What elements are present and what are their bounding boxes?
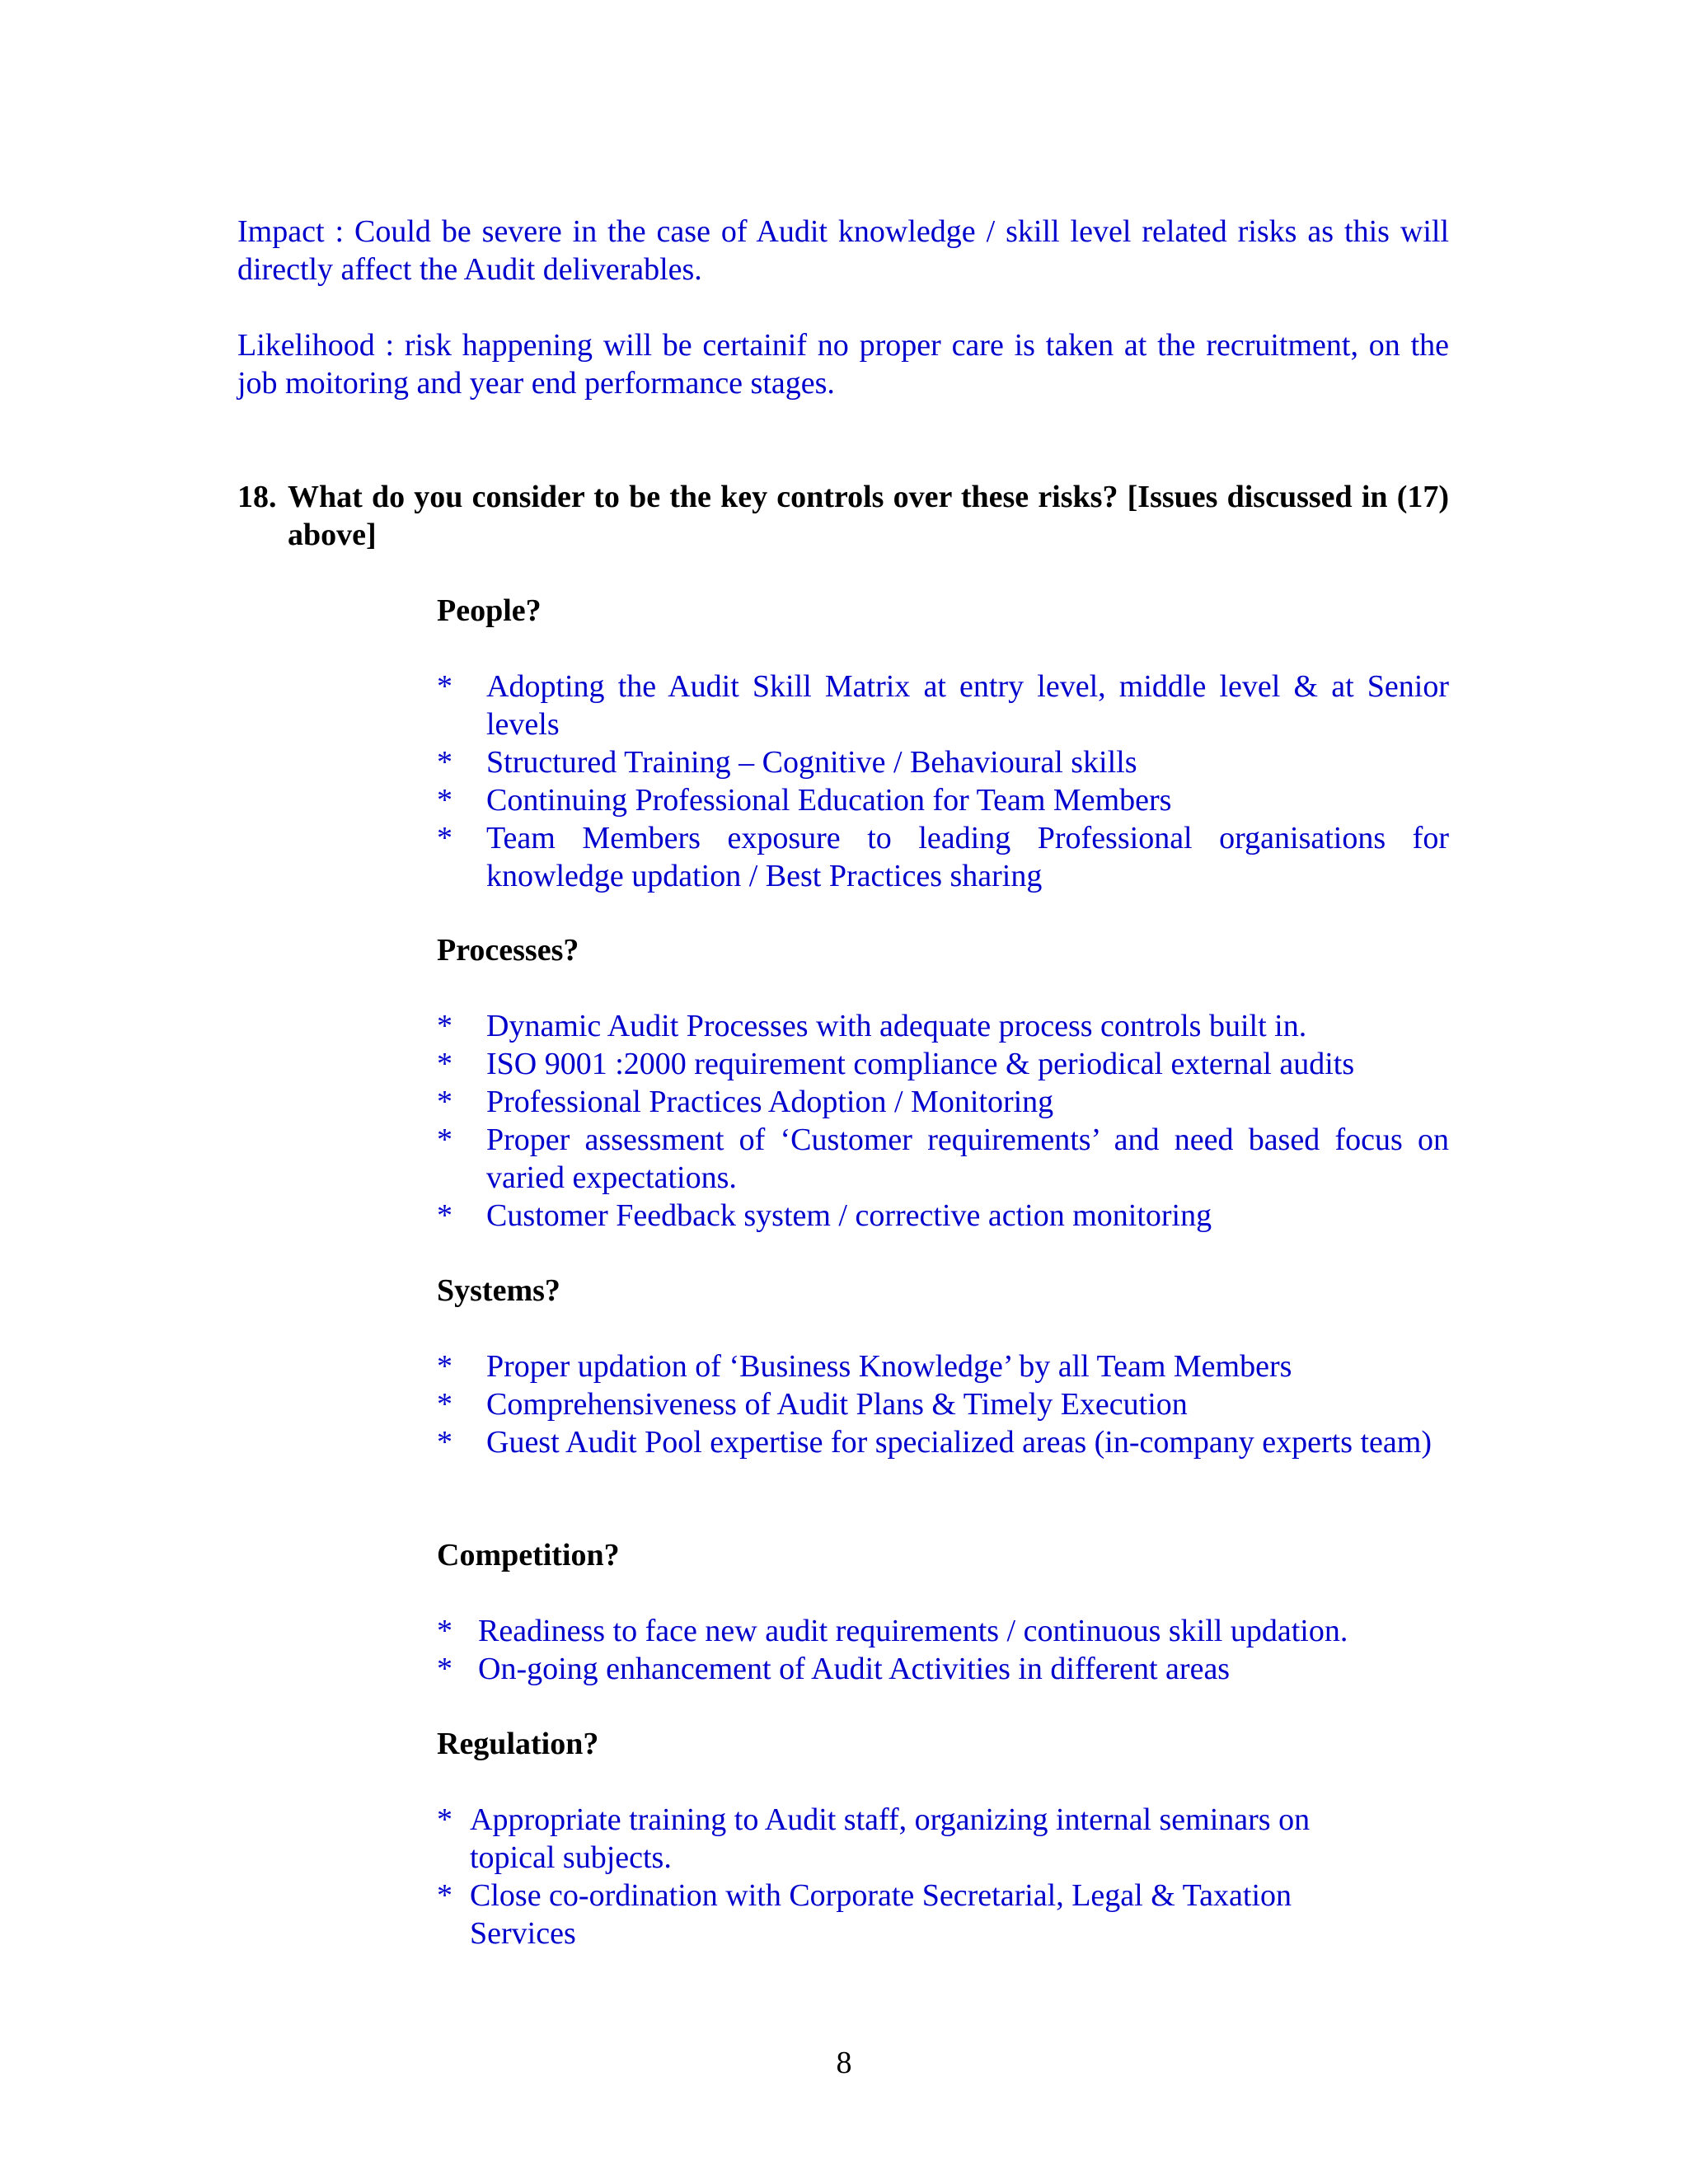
list-item: * ISO 9001 :2000 requirement compliance & periodical external audits <box>437 1047 1355 1081</box>
bullet-star: * <box>437 1122 452 1157</box>
list-item: * Proper updation of ‘Business Knowledge’ by all Team Members <box>437 1349 1292 1384</box>
bullet-star: * <box>437 1878 452 1913</box>
list-item: * Readiness to face new audit requirements / continuous skill updation. <box>437 1614 1348 1648</box>
bullet-star: * <box>437 1349 452 1384</box>
bullet-star: * <box>437 1198 452 1233</box>
list-item: * Customer Feedback system / corrective action monitoring <box>437 1198 1212 1233</box>
bullet-star: * <box>437 821 452 855</box>
impact-paragraph: Impact : Could be severe in the case of Audit knowledge / skill level related risks as this will directly affect the Audit deliverables. <box>237 214 1449 287</box>
list-item: * On-going enhancement of Audit Activities in different areas <box>437 1652 1231 1686</box>
list-item: * Dynamic Audit Processes with adequate process controls built in. <box>437 1009 1307 1043</box>
heading-competition: Competition? <box>437 1538 620 1572</box>
regulation-list <box>437 1801 1376 1952</box>
heading-regulation: Regulation? <box>437 1727 599 1761</box>
likelihood-paragraph: Likelihood : risk happening will be certainif no proper care is taken at the recruitment, on the job moitoring and year end performance stages. <box>237 328 1449 401</box>
bullet-star: * <box>437 783 452 818</box>
bullet-star: * <box>437 745 452 780</box>
list-item: * Adopting the Audit Skill Matrix at entry level, middle level & at Senior levels <box>437 669 1449 742</box>
page-number: 8 <box>836 2046 852 2080</box>
bullet-star: * <box>437 1802 452 1837</box>
list-item: * Team Members exposure to leading Professional organisations for knowledge updation / Best Practices sharing <box>437 821 1449 893</box>
question-18 <box>237 478 1449 554</box>
bullet-star: * <box>437 1387 452 1422</box>
bullet-star: * <box>437 669 452 704</box>
bullet-star: * <box>437 1009 452 1043</box>
list-item: * Guest Audit Pool expertise for specialized areas (in-company experts team) <box>437 1425 1432 1460</box>
list-item: * Appropriate training to Audit staff, organizing internal seminars on topical subjects. <box>437 1802 1311 1875</box>
people-list <box>437 668 1449 895</box>
list-item: * Professional Practices Adoption / Monitoring <box>437 1085 1054 1119</box>
bullet-star: * <box>437 1047 452 1081</box>
bullet-star: * <box>437 1425 452 1460</box>
processes-list <box>437 1007 1449 1235</box>
heading-systems: Systems? <box>437 1273 560 1308</box>
bullet-star: * <box>437 1614 452 1648</box>
bullet-star: * <box>437 1085 452 1119</box>
list-item: * Close co-ordination with Corporate Secretarial, Legal & Taxation Services <box>437 1878 1292 1951</box>
list-item: * Proper assessment of ‘Customer requirements’ and need based focus on varied expectations. <box>437 1122 1449 1195</box>
list-item: * Structured Training – Cognitive / Behavioural skills <box>437 745 1137 780</box>
heading-people: People? <box>437 593 542 628</box>
heading-processes: Processes? <box>437 933 579 968</box>
bullet-star: * <box>437 1652 452 1686</box>
list-item: * Comprehensiveness of Audit Plans & Timely Execution <box>437 1387 1188 1422</box>
list-item: * Continuing Professional Education for Team Members <box>437 783 1172 818</box>
competition-list <box>437 1612 1449 1688</box>
systems-list <box>437 1347 1449 1461</box>
question-number: 18. <box>237 480 277 514</box>
question-text: What do you consider to be the key controls over these risks? [Issues discussed in (17) above] <box>288 480 1449 552</box>
